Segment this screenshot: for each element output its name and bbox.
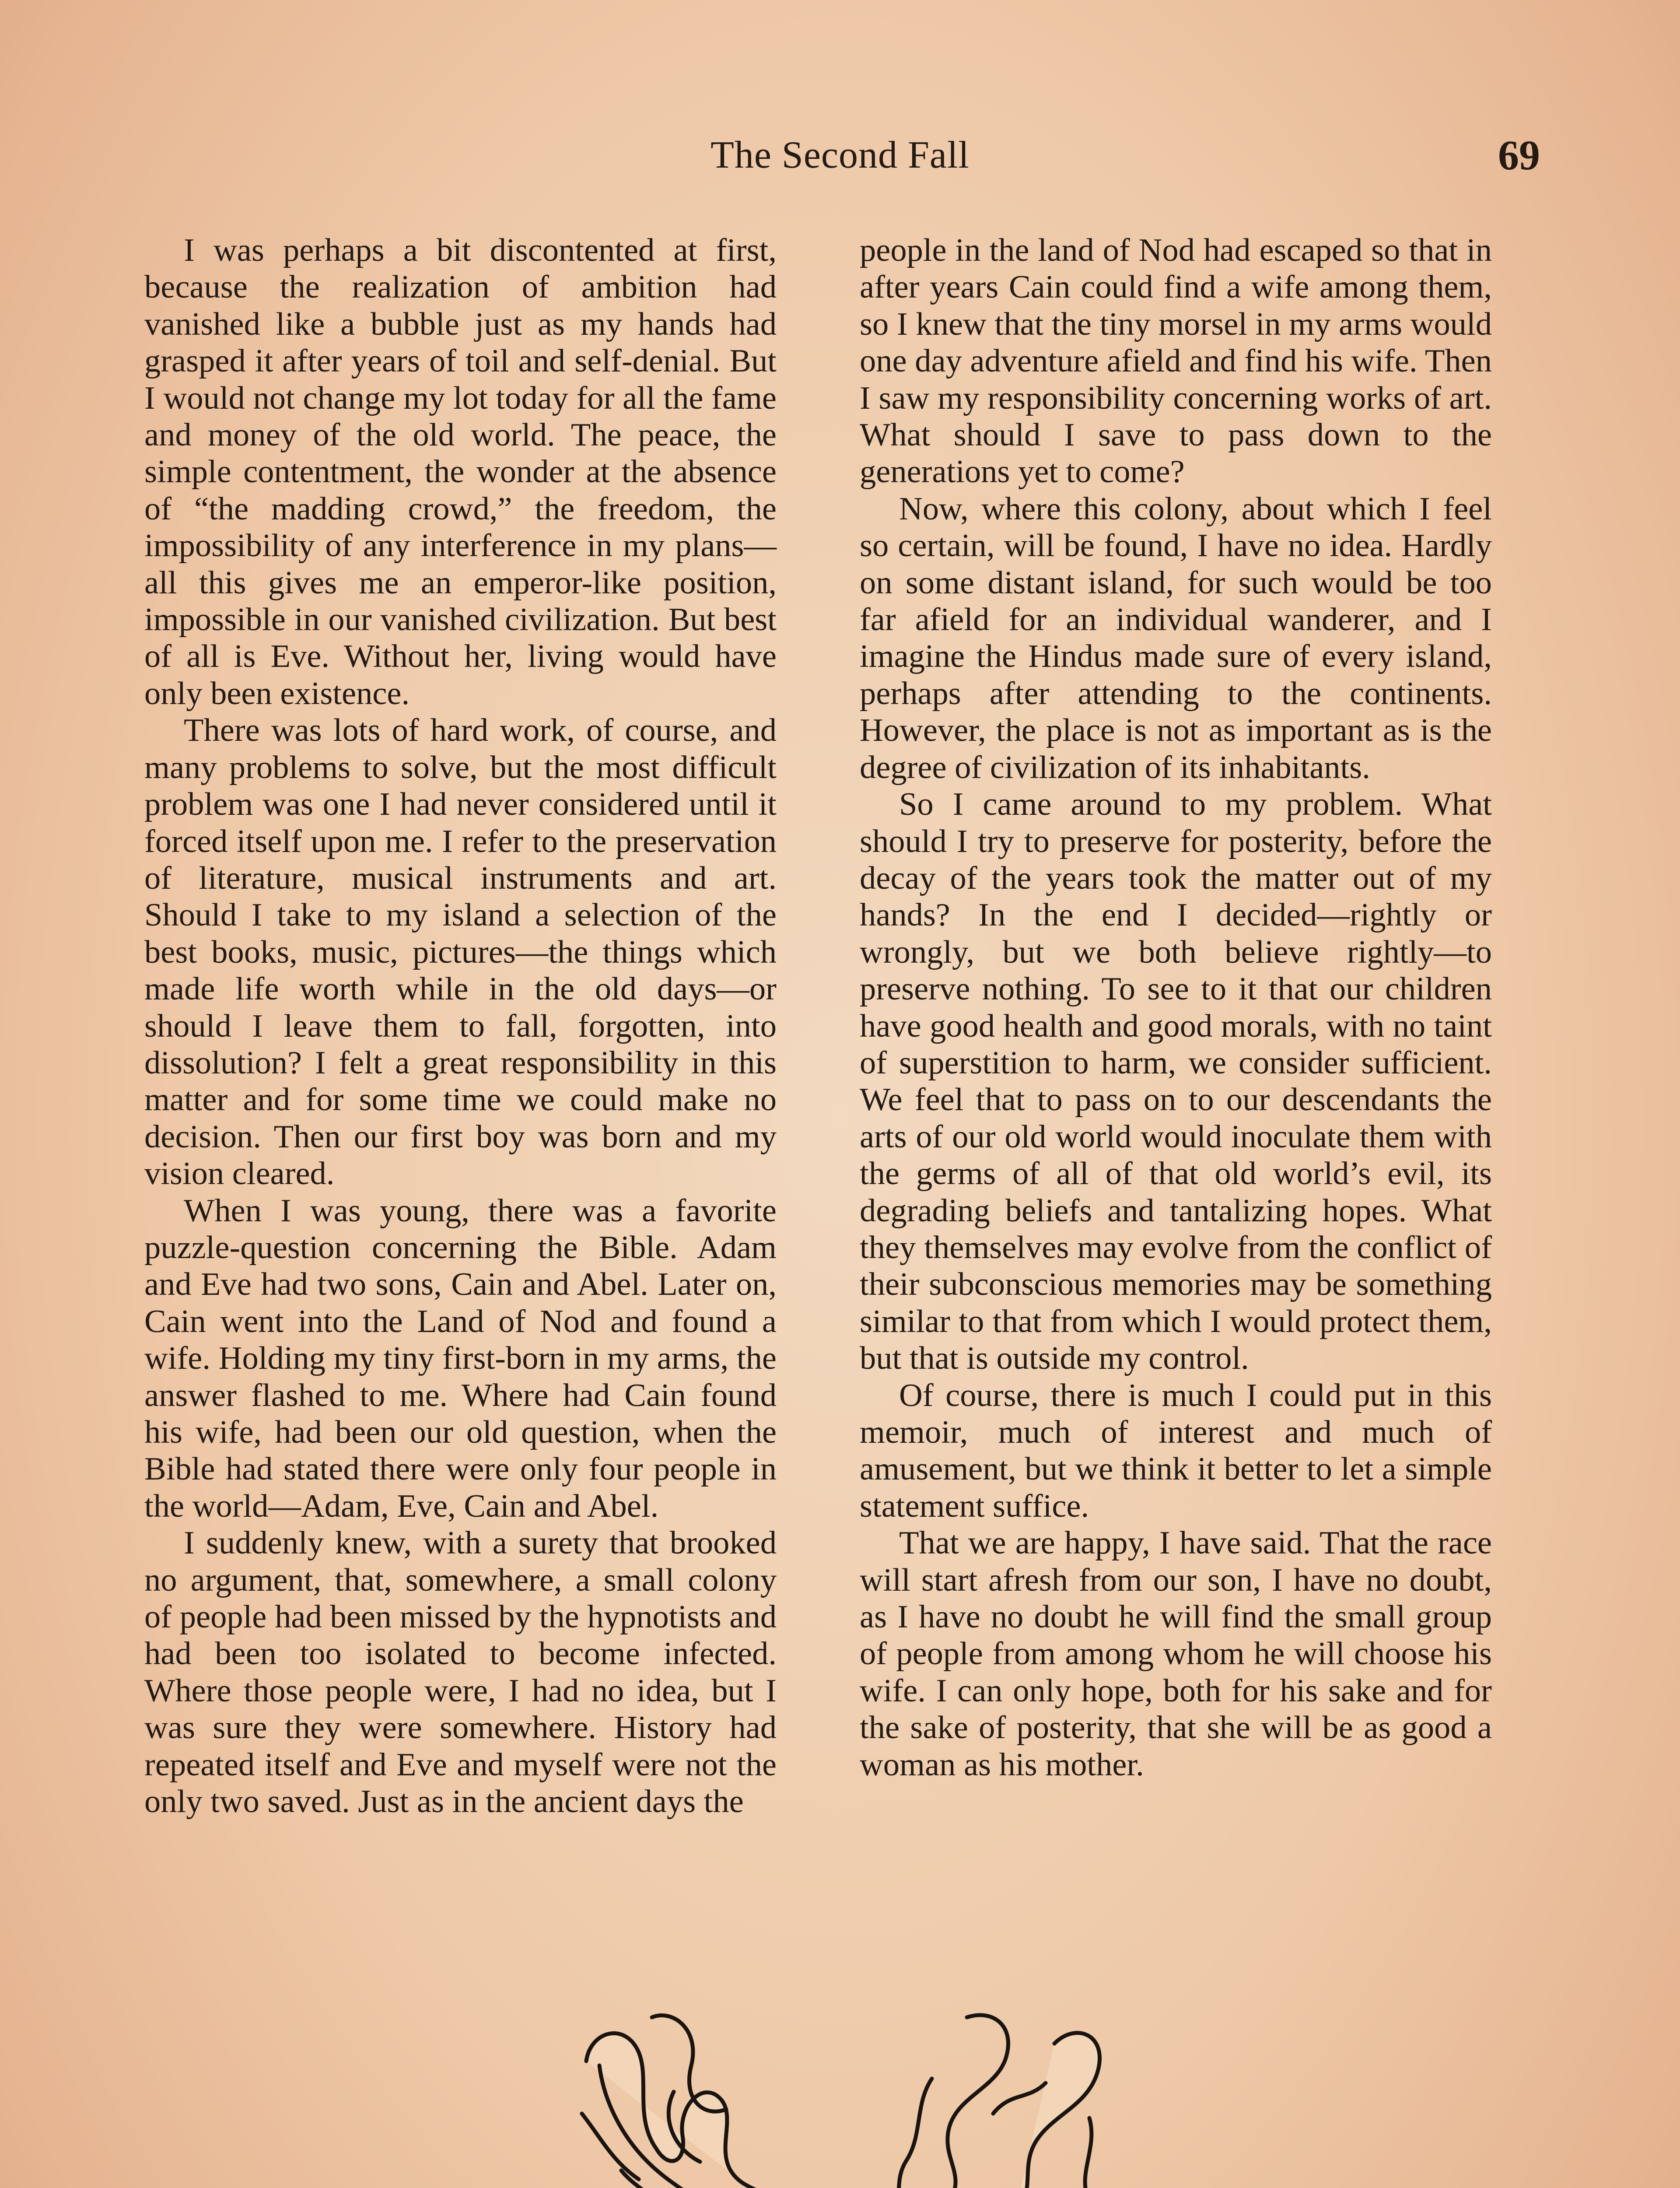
paragraph-continuation: people in the land of Nod had escaped so that in after years Cain could find a wife among them, so I knew that the tiny morsel in my arms would one day adventure afield and find his wife. Then I saw my responsibility concerning works of art. What should I save to pass down to the generations yet to come?: [860, 232, 1492, 490]
running-head: [0, 131, 1680, 184]
paragraph: There was lots of hard work, of course, and many problems to solve, but the most difficult problem was one I had never considered until it forced itself upon me. I refer to the preservation of literature, musical instruments and art. Should I take to my island a selection of the best books, music, pictures—the things which made life worth while in the old days—or should I leave them to fall, forgotten, into dissolution? I felt a great responsibility in this matter and for some time we could make no decision. Then our first boy was born and my vision cleared.: [144, 712, 777, 1192]
page-title: The Second Fall: [710, 134, 970, 176]
paragraph: So I came around to my problem. What should I try to preserve for posterity, before the decay of the years took the matter out of my hands? In the end I decided—rightly or wrongly, but we both believe rightly—to preserve nothing. To see to it that our children have good health and good morals, with no taint of superstition to harm, we consider sufficient. We feel that to pass on to our descendants the arts of our old world would inoculate them with the germs of all of that old world’s evil, its degrading beliefs and tantalizing hopes. What they themselves may evolve from the conflict of their subconscious memories may be something similar to that from which I would protect them, but that is outside my control.: [860, 786, 1492, 1377]
paragraph: I was perhaps a bit discontented at first, because the realization of ambition had vanished like a bubble just as my hands had grasped it after years of toil and self-denial. But I would not change my lot today for all the fame and money of the old world. The peace, the simple contentment, the wonder at the absence of “the madding crowd,” the freedom, the impossibility of any interference in my plans—all this gives me an emperor-like position, impossible in our vanished civilization. But best of all is Eve. Without her, living would have only been existence.: [144, 232, 777, 712]
decorative-illustration: [573, 2004, 1124, 2188]
paragraph: When I was young, there was a favorite puzzle-question concerning the Bible. Adam and Eve had two sons, Cain and Abel. Later on, Cain went into the Land of Nod and found a wife. Holding my tiny first-born in my arms, the answer flashed to me. Where had Cain found his wife, had been our old question, when the Bible had stated there were only four people in the world—Adam, Eve, Cain and Abel.: [144, 1192, 777, 1524]
paragraph: Of course, there is much I could put in this memoir, much of interest and much of amusement, but we think it better to let a simple statement suffice.: [860, 1377, 1492, 1524]
paragraph: That we are happy, I have said. That the race will start afresh from our son, I have no doubt, as I have no doubt he will find the small group of people from among whom he will choose his wife. I can only hope, both for his sake and for the sake of posterity, that she will be as good a woman as his mother.: [860, 1525, 1492, 1783]
paragraph: I suddenly knew, with a surety that brooked no argument, that, somewhere, a small colony of people had been missed by the hypnotists and had been too isolated to become infected. Where those people were, I had no idea, but I was sure they were somewhere. History had repeated itself and Eve and myself were not the only two saved. Just as in the ancient days the: [144, 1525, 777, 1820]
left-column: [144, 232, 777, 1820]
paragraph: Now, where this colony, about which I feel so certain, will be found, I have no idea. Hardly on some distant island, for such would be too far afield for an individual wanderer, and I imagine the Hindus made sure of every island, perhaps after attending to the continents. However, the place is not as important as is the degree of civilization of its inhabitants.: [860, 491, 1492, 785]
page-number: 69: [1498, 132, 1540, 179]
right-column: [860, 232, 1492, 1783]
